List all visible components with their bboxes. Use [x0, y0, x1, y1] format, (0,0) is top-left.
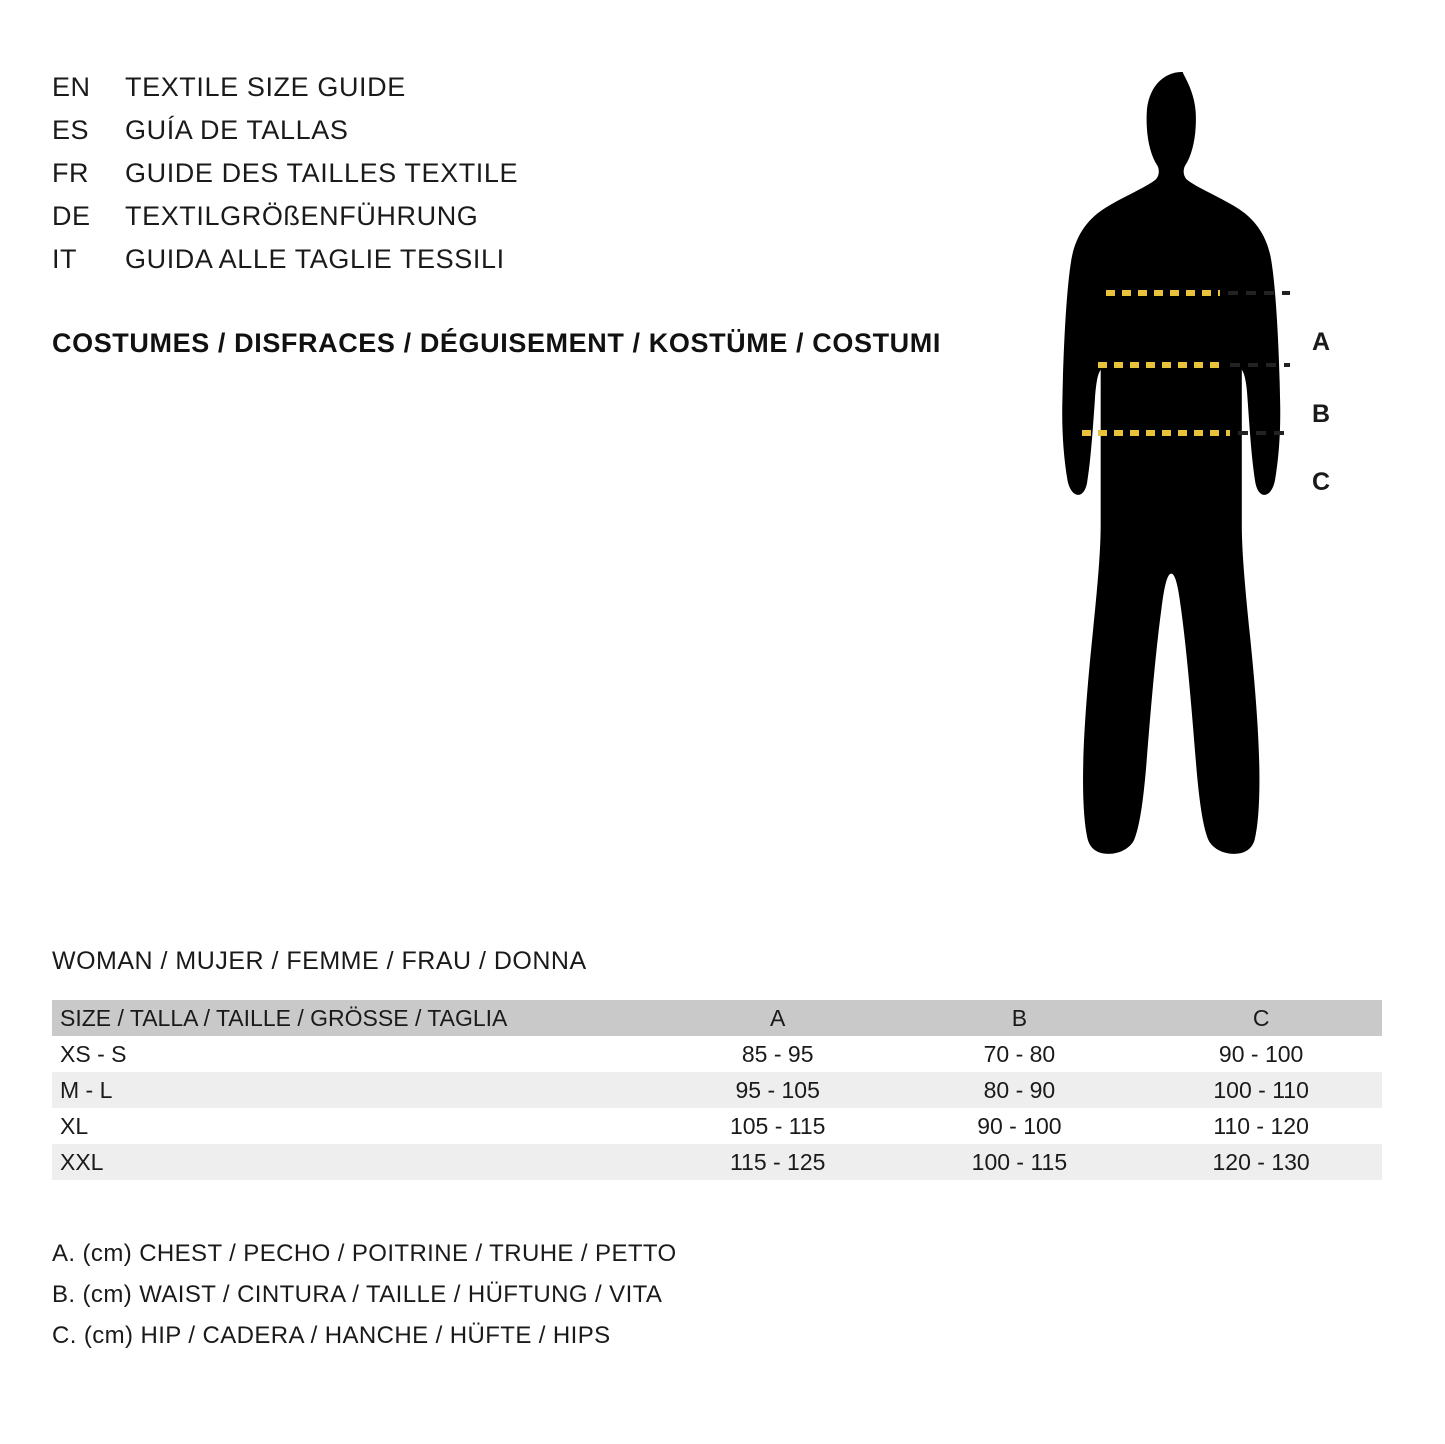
cell-c: 100 - 110 [1213, 1077, 1309, 1103]
cell-b: 90 - 100 [977, 1113, 1062, 1139]
cell-b: 70 - 80 [983, 1041, 1056, 1067]
language-text: GUIDA ALLE TAGLIE TESSILI [125, 244, 505, 274]
table-header-row [52, 1000, 1382, 1036]
size-figure [1020, 60, 1400, 890]
column-header-c: C [1252, 1005, 1270, 1031]
category-line: COSTUMES / DISFRACES / DÉGUISEMENT / KOSTÜME / COSTUMI [52, 328, 941, 358]
note-b: B. (cm) WAIST / CINTURA / TAILLE / HÜFTUNG / VITA [52, 1281, 663, 1308]
language-text: GUÍA DE TALLAS [125, 115, 349, 145]
column-header-a: A [770, 1005, 786, 1031]
measurement-notes [52, 1240, 952, 1363]
language-row-de [52, 201, 952, 244]
size-table [52, 1000, 1382, 1180]
table-body [52, 1036, 1382, 1180]
column-header-size: SIZE / TALLA / TAILLE / GRÖSSE / TAGLIA [60, 1005, 508, 1031]
cell-size: XS - S [60, 1041, 127, 1067]
cell-c: 90 - 100 [1218, 1041, 1304, 1067]
cell-c: 120 - 130 [1212, 1149, 1310, 1175]
note-a: A. (cm) CHEST / PECHO / POITRINE / TRUHE / PETTO [52, 1240, 677, 1267]
language-row-en [52, 72, 952, 115]
cell-size: XXL [60, 1149, 104, 1175]
table-row [52, 1108, 1382, 1144]
cell-size: M - L [60, 1077, 113, 1103]
language-text: TEXTILGRÖßENFÜHRUNG [125, 201, 479, 231]
table-row [52, 1072, 1382, 1108]
language-text: GUIDE DES TAILLES TEXTILE [125, 158, 519, 188]
column-header-b: B [1011, 1005, 1028, 1031]
cell-size: XL [60, 1113, 89, 1139]
note-c: C. (cm) HIP / CADERA / HANCHE / HÜFTE / HIPS [52, 1322, 611, 1349]
cell-c: 110 - 120 [1213, 1113, 1309, 1139]
language-code: EN [52, 72, 91, 102]
table-row [52, 1144, 1382, 1180]
table-header [52, 1000, 1382, 1036]
language-code: FR [52, 158, 89, 188]
cell-a: 105 - 115 [729, 1113, 826, 1139]
cell-b: 80 - 90 [983, 1077, 1056, 1103]
table-row [52, 1036, 1382, 1072]
cell-b: 100 - 115 [971, 1149, 1068, 1175]
language-text: TEXTILE SIZE GUIDE [125, 72, 406, 102]
cell-a: 85 - 95 [741, 1041, 814, 1067]
measure-label-a: A [1312, 328, 1331, 356]
language-row-es [52, 115, 952, 158]
cell-a: 115 - 125 [729, 1149, 826, 1175]
language-code: ES [52, 115, 90, 145]
woman-silhouette-icon [1020, 60, 1400, 890]
measure-label-b: B [1312, 400, 1331, 428]
language-code: DE [52, 201, 91, 231]
language-code: IT [52, 244, 77, 274]
table-title: WOMAN / MUJER / FEMME / FRAU / DONNA [52, 947, 587, 975]
measure-label-c: C [1312, 468, 1331, 496]
language-row-fr [52, 158, 952, 201]
cell-a: 95 - 105 [735, 1077, 820, 1103]
language-list [52, 72, 952, 287]
language-row-it [52, 244, 952, 287]
